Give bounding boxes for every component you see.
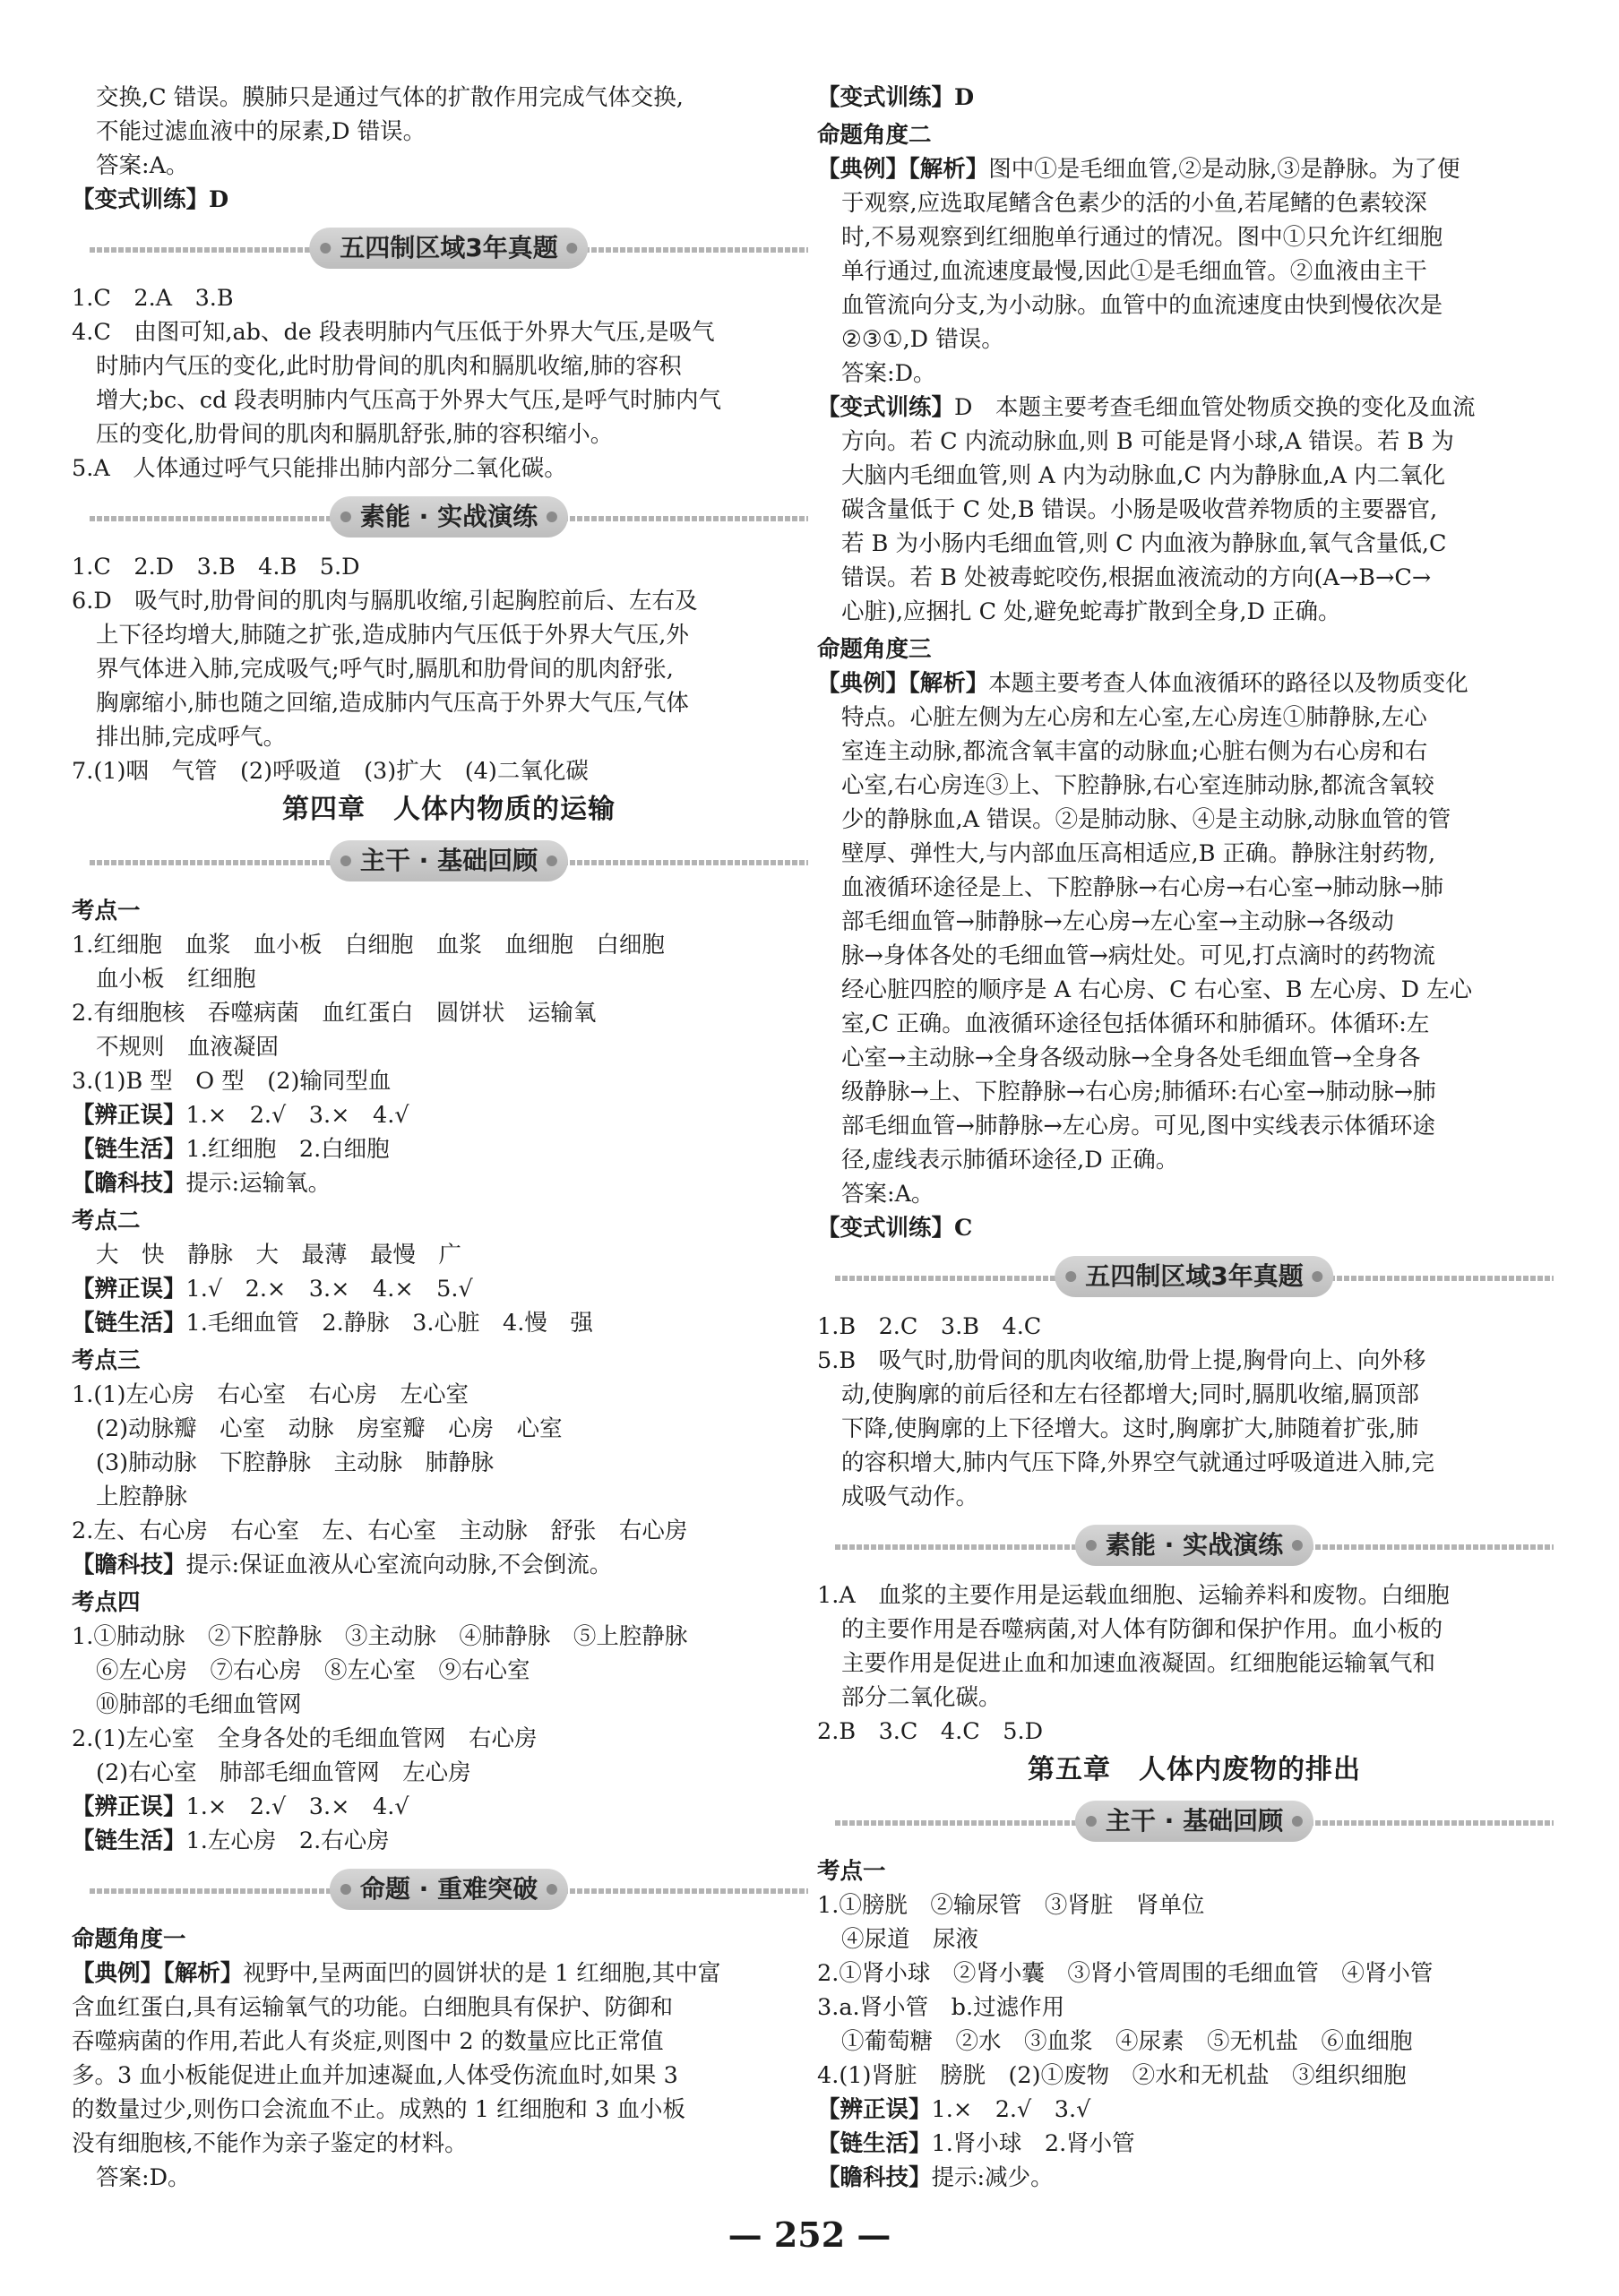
text-line: 吞噬病菌的作用,若此人有炎症,则图中 2 的数量应比正常值 <box>72 2028 664 2055</box>
tag-text: 1.左心房 2.右心房 <box>185 1827 390 1854</box>
tag-label: 【链生活】 <box>72 1310 186 1337</box>
text-line: 主要作用是促进止血和加速血液凝固。红细胞能运输氧气和 <box>841 1650 1436 1677</box>
text-line: 含血红蛋白,具有运输氧气的功能。白细胞具有保护、防御和 <box>72 1994 674 2021</box>
text-line: 压的变化,肋骨间的肌肉和膈肌舒张,肺的容积缩小。 <box>96 421 614 448</box>
tag-label: 【链生活】 <box>72 1136 186 1163</box>
tag-text: 1.√ 2.× 3.× 4.× 5.√ <box>185 1276 473 1303</box>
text-line: 3.a.肾小管 b.过滤作用 <box>817 1994 1065 2021</box>
tag-label: 【变式训练】 <box>817 1215 955 1242</box>
text-line: 7.(1)咽 气管 (2)呼吸道 (3)扩大 (4)二氧化碳 <box>72 758 589 785</box>
text-line: 室连主动脉,都流含氧丰富的动脉血;心脏右侧为右心房和右 <box>841 738 1428 765</box>
text-line: 单行通过,血流速度最慢,因此①是毛细血管。②血液由主干 <box>841 258 1427 285</box>
life-line <box>72 1824 826 1858</box>
section-title: 主干 · 基础回顾 <box>330 840 568 881</box>
kaodian-title: 考点二 <box>72 1208 141 1234</box>
text-line: ⑥左心房 ⑦右心房 ⑧左心室 ⑨右心室 <box>96 1657 530 1684</box>
text-line: 的数量过少,则伤口会流血不止。成熟的 1 红细胞和 3 血小板 <box>72 2096 685 2123</box>
text-line: 部毛细血管→肺静脉→左心房。可见,图中实线表示体循环途 <box>841 1113 1435 1139</box>
chapter-title: 第五章 人体内废物的排出 <box>1028 1754 1361 1785</box>
section-banner-zhugan <box>72 837 826 887</box>
text-line: 碳含量低于 C 处,B 错误。小肠是吸收营养物质的主要器官, <box>841 496 1438 523</box>
kaodian-title: 考点三 <box>72 1347 141 1374</box>
tag-label: 【变式训练】 <box>817 394 955 421</box>
text-line: 的主要作用是吞噬病菌,对人体有防御和保护作用。血小板的 <box>841 1616 1443 1643</box>
kaodian-title: 考点一 <box>817 1858 886 1885</box>
text-line: 部分二氧化碳。 <box>841 1684 1002 1711</box>
text-line: 2.(1)左心室 全身各处的毛细血管网 右心房 <box>72 1725 538 1752</box>
text-line: 1.B 2.C 3.B 4.C <box>817 1313 1042 1340</box>
text-line: 4.(1)肾脏 膀胱 (2)①废物 ②水和无机盐 ③组织细胞 <box>817 2062 1407 2089</box>
tag-label: 【变式训练】 <box>817 84 955 111</box>
tag-text: 提示:减少。 <box>931 2164 1054 2191</box>
tag-text: 1.× 2.√ 3.× 4.√ <box>185 1793 409 1820</box>
tag-label: 【瞻科技】 <box>72 1170 186 1197</box>
text-line: (2)右心室 肺部毛细血管网 左心房 <box>96 1759 471 1786</box>
tag-label: 【典例】【解析】 <box>817 156 989 183</box>
life-line <box>72 1132 826 1166</box>
text-line: 成吸气动作。 <box>841 1483 979 1510</box>
answer-line: 答案:A。 <box>96 152 189 179</box>
answer-line: 答案:D。 <box>96 2164 191 2191</box>
text-line: 心室→主动脉→全身各级动脉→全身各处毛细血管→全身各 <box>841 1045 1421 1071</box>
text-line: 多。3 血小板能促进止血并加速凝血,人体受伤流血时,如果 3 <box>72 2062 678 2089</box>
example-line <box>817 152 1572 186</box>
section-title: 五四制区域3年真题 <box>1055 1256 1333 1297</box>
text-line: 5.A 人体通过呼气只能排出肺内部分二氧化碳。 <box>72 455 567 482</box>
tag-label: 【链生活】 <box>817 2130 932 2157</box>
section-title: 五四制区域3年真题 <box>309 228 588 269</box>
tag-text: 1.× 2.√ 3.× 4.√ <box>185 1102 409 1129</box>
variant-training <box>817 1211 1572 1245</box>
text-line: 血小板 红细胞 <box>96 966 256 993</box>
text-line: 时,不易观察到红细胞单行通过的情况。图中①只允许红细胞 <box>841 224 1443 251</box>
text-line: 界气体进入肺,完成吸气;呼气时,膈肌和肋骨间的肌肉舒张, <box>96 656 674 683</box>
angle-title: 命题角度一 <box>72 1926 186 1953</box>
kaodian-title: 考点四 <box>72 1589 141 1616</box>
text-line: 经心脏四腔的顺序是 A 右心房、C 右心室、B 左心房、D 左心 <box>841 976 1473 1003</box>
left-column <box>72 81 826 2195</box>
tag-text: 提示:保证血液从心室流向动脉,不会倒流。 <box>185 1552 613 1578</box>
text-line: 2.左、右心房 右心室 左、右心室 主动脉 舒张 右心房 <box>72 1518 688 1544</box>
text-line: 级静脉→上、下腔静脉→右心房;肺循环:右心室→肺动脉→肺 <box>841 1079 1436 1105</box>
text-line: 2.①肾小球 ②肾小囊 ③肾小管周围的毛细血管 ④肾小管 <box>817 1960 1434 1987</box>
text-line: 1.①肺动脉 ②下腔静脉 ③主动脉 ④肺静脉 ⑤上腔静脉 <box>72 1623 688 1650</box>
text-line: ④尿道 尿液 <box>841 1926 979 1953</box>
answer-line: 答案:D。 <box>841 360 936 387</box>
right-column <box>817 81 1572 2195</box>
section-banner-mingti <box>72 1865 826 1915</box>
text-line: 心室,右心房连③上、下腔静脉,右心室连肺动脉,都流含氧较 <box>841 772 1434 799</box>
chapter-title: 第四章 人体内物质的运输 <box>282 794 616 825</box>
text-line: 的容积增大,肺内气压下降,外界空气就通过呼吸道进入肺,完 <box>841 1449 1434 1476</box>
text-line: 部毛细血管→肺静脉→左心房→左心室→主动脉→各级动 <box>841 908 1394 935</box>
text-line: 室,C 正确。血液循环途径包括体循环和肺循环。体循环:左 <box>841 1010 1430 1037</box>
tag-label: 【典例】【解析】 <box>72 1960 244 1987</box>
section-title: 素能 · 实战演练 <box>330 496 568 537</box>
text-line: 4.C 由图可知,ab、de 段表明肺内气压低于外界大气压,是吸气 <box>72 319 715 346</box>
section-banner-suneng <box>817 1521 1572 1571</box>
text-line: 增大;bc、cd 段表明肺内气压高于外界大气压,是呼气时肺内气 <box>96 387 722 414</box>
text-line: 1.A 血浆的主要作用是运载血细胞、运输养料和废物。白细胞 <box>817 1582 1450 1609</box>
text-line: 血管流向分支,为小动脉。血管中的血流速度由快到慢依次是 <box>841 292 1443 319</box>
tag-label: 【辨正误】 <box>817 2096 932 2123</box>
text-line: 1.C 2.A 3.B <box>72 285 234 312</box>
text-line: 1.C 2.D 3.B 4.B 5.D <box>72 554 360 580</box>
text-line: 没有细胞核,不能作为亲子鉴定的材料。 <box>72 2130 468 2157</box>
text-line: 下降,使胸廓的上下径增大。这时,胸廓扩大,肺随着扩张,肺 <box>841 1415 1419 1442</box>
variant-training <box>72 183 826 217</box>
text-line: 上下径均增大,肺随之扩张,造成肺内气压低于外界大气压,外 <box>96 622 689 649</box>
section-title: 命题 · 重难突破 <box>330 1869 568 1910</box>
tech-line <box>72 1166 826 1200</box>
text-line: 特点。心脏左侧为左心房和左心室,左心房连①肺静脉,左心 <box>841 704 1427 731</box>
section-banner-zhugan <box>817 1797 1572 1847</box>
text-line: 若 B 为小肠内毛细血管,则 C 内血液为静脉血,氧气含量低,C <box>841 530 1447 557</box>
tag-label: 【辨正误】 <box>72 1793 186 1820</box>
text-line: 2.有细胞核 吞噬病菌 血红蛋白 圆饼状 运输氧 <box>72 1000 597 1027</box>
tag-label: 【辨正误】 <box>72 1276 186 1303</box>
judge-line <box>72 1272 826 1306</box>
tag-text: 提示:运输氧。 <box>185 1170 332 1197</box>
example-line <box>72 1956 826 1991</box>
angle-title: 命题角度二 <box>817 122 932 149</box>
text-line: 径,虚线表示肺循环途径,D 正确。 <box>841 1147 1179 1174</box>
text-line: 错误。若 B 处被毒蛇咬伤,根据血液流动的方向(A→B→C→ <box>841 564 1432 591</box>
text-line: 时肺内气压的变化,此时肋骨间的肌肉和膈肌收缩,肺的容积 <box>96 353 682 380</box>
tag-text: 1.× 2.√ 3.√ <box>931 2096 1091 2123</box>
tech-line <box>72 1548 826 1582</box>
text-line: 2.B 3.C 4.C 5.D <box>817 1718 1044 1745</box>
tag-text: 1.毛细血管 2.静脉 3.心脏 4.慢 强 <box>185 1310 593 1337</box>
life-line <box>72 1306 826 1340</box>
text-line: ⑩肺部的毛细血管网 <box>96 1691 302 1718</box>
text-line: ②③①,D 错误。 <box>841 326 1004 353</box>
tag-text: D 本题主要考查毛细血管处物质交换的变化及血流 <box>954 394 1476 421</box>
tag-label: 【瞻科技】 <box>817 2164 932 2191</box>
tag-text: 1.红细胞 2.白细胞 <box>185 1136 390 1163</box>
page-number: — 252 — <box>728 2214 891 2255</box>
tag-label: 【链生活】 <box>72 1827 186 1854</box>
text-line: 大 快 静脉 大 最薄 最慢 广 <box>96 1242 462 1268</box>
answer-value: D <box>209 186 229 213</box>
text-line: (3)肺动脉 下腔静脉 主动脉 肺静脉 <box>96 1449 495 1476</box>
section-title: 主干 · 基础回顾 <box>1075 1801 1313 1842</box>
text-line: 脉→身体各处的毛细血管→病灶处。可见,打点滴时的药物流 <box>841 942 1435 969</box>
answer-value: C <box>954 1215 973 1242</box>
text-line: 1.(1)左心房 右心室 右心房 左心室 <box>72 1381 469 1408</box>
life-line <box>817 2127 1572 2161</box>
section-banner-54 <box>72 224 826 274</box>
text-line: 3.(1)B 型 O 型 (2)输同型血 <box>72 1068 392 1095</box>
variant-training <box>817 391 1572 425</box>
kaodian-title: 考点一 <box>72 898 141 924</box>
text-line: 5.B 吸气时,肋骨间的肌肉收缩,肋骨上提,胸骨向上、向外移 <box>817 1347 1426 1374</box>
example-line <box>817 666 1572 701</box>
text-line: 动,使胸廓的前后径和左右径都增大;同时,膈肌收缩,膈顶部 <box>841 1381 1419 1408</box>
section-banner-54 <box>817 1252 1572 1303</box>
text-line: 于观察,应选取尾鳍含色素少的活的小鱼,若尾鳍的色素较深 <box>841 190 1427 217</box>
text-line: 上腔静脉 <box>96 1483 188 1510</box>
tag-text: 视野中,呈两面凹的圆饼状的是 1 红细胞,其中富 <box>243 1960 721 1987</box>
judge-line <box>817 2093 1572 2127</box>
text-line: 方向。若 C 内流动脉血,则 B 可能是肾小球,A 错误。若 B 为 <box>841 428 1454 455</box>
text-line: 不规则 血液凝固 <box>96 1034 280 1061</box>
text-line: 不能过滤血液中的尿素,D 错误。 <box>96 118 426 145</box>
text-line: 1.红细胞 血浆 血小板 白细胞 血浆 血细胞 白细胞 <box>72 932 665 959</box>
text-line: 排出肺,完成呼气。 <box>96 724 287 751</box>
text-line: 少的静脉血,A 错误。②是肺动脉、④是主动脉,动脉血管的管 <box>841 806 1451 833</box>
text-line: 1.①膀胱 ②输尿管 ③肾脏 肾单位 <box>817 1892 1205 1919</box>
judge-line <box>72 1098 826 1132</box>
tag-label: 【变式训练】 <box>72 186 210 213</box>
angle-title: 命题角度三 <box>817 636 932 663</box>
tag-label: 【典例】【解析】 <box>817 670 989 697</box>
answer-line: 答案:A。 <box>841 1181 934 1208</box>
text-line: 大脑内毛细血管,则 A 内为动脉血,C 内为静脉血,A 内二氧化 <box>841 462 1446 489</box>
text-line: 血液循环途径是上、下腔静脉→右心房→右心室→肺动脉→肺 <box>841 874 1443 901</box>
text-line: 心脏),应捆扎 C 处,避免蛇毒扩散到全身,D 正确。 <box>841 598 1341 625</box>
text-line: 壁厚、弹性大,与内部血压高相适应,B 正确。静脉注射药物, <box>841 840 1436 867</box>
text-line: 6.D 吸气时,肋骨间的肌肉与膈肌收缩,引起胸腔前后、左右及 <box>72 588 698 615</box>
text-line: 交换,C 错误。膜肺只是通过气体的扩散作用完成气体交换, <box>96 84 684 111</box>
answer-value: D <box>954 84 975 111</box>
tech-line <box>817 2161 1572 2195</box>
tag-label: 【瞻科技】 <box>72 1552 186 1578</box>
tag-label: 【辨正误】 <box>72 1102 186 1129</box>
judge-line <box>72 1790 826 1824</box>
tag-text: 本题主要考查人体血液循环的路径以及物质变化 <box>988 670 1468 697</box>
text-line: ①葡萄糖 ②水 ③血浆 ④尿素 ⑤无机盐 ⑥血细胞 <box>841 2028 1413 2055</box>
variant-training <box>817 81 1572 115</box>
section-title: 素能 · 实战演练 <box>1075 1525 1313 1566</box>
text-line: 胸廓缩小,肺也随之回缩,造成肺内气压高于外界大气压,气体 <box>96 690 689 717</box>
section-banner-suneng <box>72 493 826 543</box>
tag-text: 图中①是毛细血管,②是动脉,③是静脉。为了便 <box>988 156 1460 183</box>
text-line: (2)动脉瓣 心室 动脉 房室瓣 心房 心室 <box>96 1415 563 1442</box>
tag-text: 1.肾小球 2.肾小管 <box>931 2130 1135 2157</box>
